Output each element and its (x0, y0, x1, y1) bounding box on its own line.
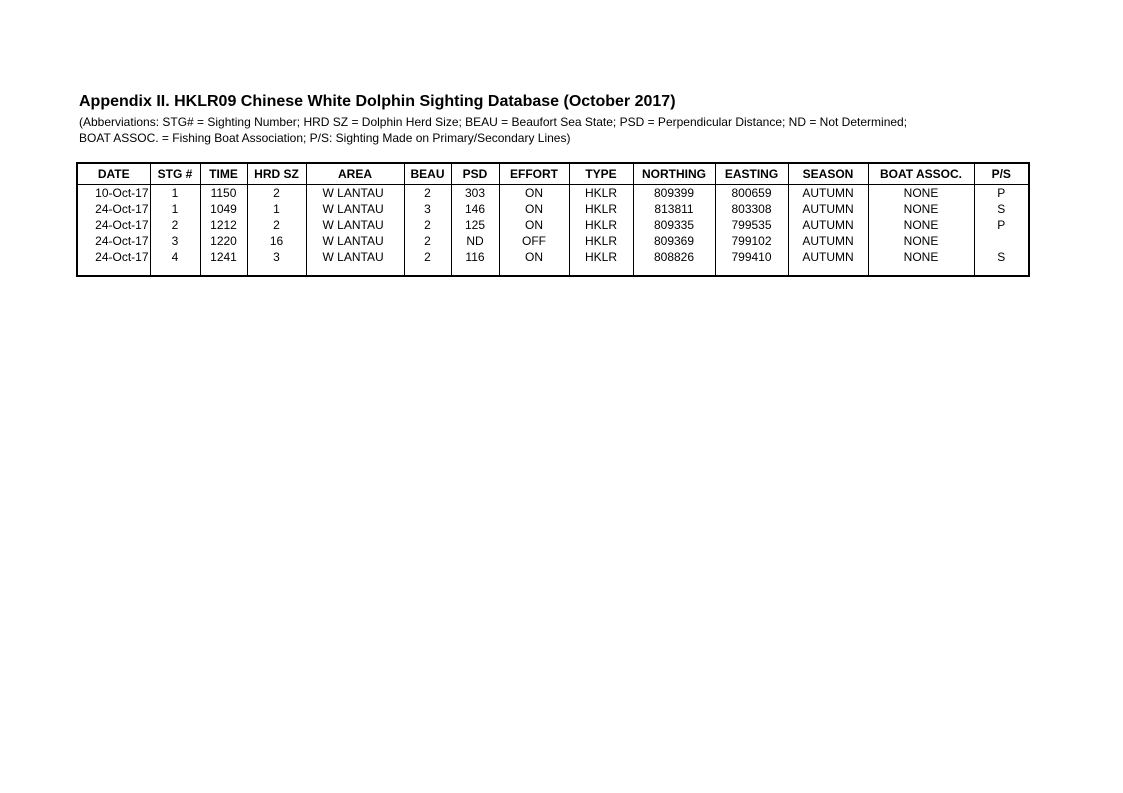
cell-northing: 809335 (633, 217, 715, 233)
spacer-cell (77, 265, 150, 276)
page-title: Appendix II. HKLR09 Chinese White Dolphin Sighting Database (October 2017) (79, 93, 676, 110)
spacer-cell (499, 265, 569, 276)
cell-season: AUTUMN (788, 201, 868, 217)
cell-boat-assoc: NONE (868, 201, 974, 217)
cell-time: 1220 (200, 233, 247, 249)
cell-ps: S (974, 249, 1029, 265)
cell-northing: 809399 (633, 185, 715, 202)
cell-boat-assoc: NONE (868, 185, 974, 202)
cell-psd: 146 (451, 201, 499, 217)
cell-ps (974, 233, 1029, 249)
cell-effort: ON (499, 217, 569, 233)
cell-easting: 803308 (715, 201, 788, 217)
cell-area: W LANTAU (306, 201, 404, 217)
cell-area: W LANTAU (306, 249, 404, 265)
cell-time: 1212 (200, 217, 247, 233)
cell-boat-assoc: NONE (868, 217, 974, 233)
cell-effort: ON (499, 249, 569, 265)
cell-northing: 809369 (633, 233, 715, 249)
cell-type: HKLR (569, 233, 633, 249)
cell-easting: 799410 (715, 249, 788, 265)
cell-season: AUTUMN (788, 233, 868, 249)
spacer-cell (451, 265, 499, 276)
header-psd: PSD (451, 163, 499, 185)
abbreviations-line-2: BOAT ASSOC. = Fishing Boat Association; P/S: Sighting Made on Primary/Secondary Lines) (79, 131, 571, 145)
cell-ps: P (974, 217, 1029, 233)
table-row (77, 201, 1029, 217)
cell-easting: 799102 (715, 233, 788, 249)
cell-psd: ND (451, 233, 499, 249)
cell-effort: ON (499, 185, 569, 202)
cell-time: 1241 (200, 249, 247, 265)
cell-psd: 303 (451, 185, 499, 202)
table-row (77, 233, 1029, 249)
cell-stg: 1 (150, 185, 200, 202)
cell-stg: 1 (150, 201, 200, 217)
cell-easting: 800659 (715, 185, 788, 202)
cell-time: 1049 (200, 201, 247, 217)
table-row (77, 185, 1029, 202)
cell-type: HKLR (569, 185, 633, 202)
cell-beau: 2 (404, 233, 451, 249)
cell-hrd-sz: 2 (247, 185, 306, 202)
header-type: TYPE (569, 163, 633, 185)
spacer-cell (200, 265, 247, 276)
cell-date: 24-Oct-17 (95, 234, 149, 248)
cell-effort: OFF (499, 233, 569, 249)
cell-area: W LANTAU (306, 233, 404, 249)
spacer-cell (306, 265, 404, 276)
header-northing: NORTHING (633, 163, 715, 185)
spacer-cell (788, 265, 868, 276)
cell-beau: 2 (404, 185, 451, 202)
spacer-cell (247, 265, 306, 276)
cell-northing: 808826 (633, 249, 715, 265)
cell-hrd-sz: 16 (247, 233, 306, 249)
cell-date: 24-Oct-17 (95, 202, 149, 216)
spacer-cell (974, 265, 1029, 276)
abbreviations-line-1: (Abberviations: STG# = Sighting Number; HRD SZ = Dolphin Herd Size; BEAU = Beaufort Sea State; PSD = Perpendicular Distance; ND = Not Determined; (79, 115, 908, 129)
header-effort: EFFORT (499, 163, 569, 185)
cell-type: HKLR (569, 217, 633, 233)
header-stg: STG # (150, 163, 200, 185)
spacer-cell (715, 265, 788, 276)
cell-northing: 813811 (633, 201, 715, 217)
cell-season: AUTUMN (788, 185, 868, 202)
table-row (77, 217, 1029, 233)
cell-beau: 2 (404, 249, 451, 265)
cell-stg: 2 (150, 217, 200, 233)
cell-boat-assoc: NONE (868, 233, 974, 249)
header-season: SEASON (788, 163, 868, 185)
cell-hrd-sz: 2 (247, 217, 306, 233)
cell-stg: 3 (150, 233, 200, 249)
cell-date: 24-Oct-17 (95, 250, 149, 264)
header-beau: BEAU (404, 163, 451, 185)
cell-date: 24-Oct-17 (95, 218, 149, 232)
spacer-cell (569, 265, 633, 276)
header-time: TIME (200, 163, 247, 185)
cell-effort: ON (499, 201, 569, 217)
cell-hrd-sz: 3 (247, 249, 306, 265)
spacer-cell (404, 265, 451, 276)
cell-time: 1150 (200, 185, 247, 202)
header-ps: P/S (974, 163, 1029, 185)
table-spacer-row (77, 265, 1029, 276)
cell-date: 10-Oct-17 (95, 186, 149, 200)
cell-season: AUTUMN (788, 217, 868, 233)
header-row (77, 163, 1029, 185)
cell-ps: P (974, 185, 1029, 202)
header-boat-assoc: BOAT ASSOC. (868, 163, 974, 185)
cell-psd: 125 (451, 217, 499, 233)
table-row (77, 249, 1029, 265)
cell-easting: 799535 (715, 217, 788, 233)
spacer-cell (633, 265, 715, 276)
cell-psd: 116 (451, 249, 499, 265)
spacer-cell (868, 265, 974, 276)
cell-area: W LANTAU (306, 185, 404, 202)
cell-season: AUTUMN (788, 249, 868, 265)
cell-type: HKLR (569, 201, 633, 217)
header-area: AREA (306, 163, 404, 185)
cell-hrd-sz: 1 (247, 201, 306, 217)
cell-area: W LANTAU (306, 217, 404, 233)
cell-beau: 3 (404, 201, 451, 217)
header-hrd-sz: HRD SZ (247, 163, 306, 185)
cell-type: HKLR (569, 249, 633, 265)
spacer-cell (150, 265, 200, 276)
sighting-table (76, 162, 1030, 277)
header-date: DATE (77, 163, 150, 185)
header-easting: EASTING (715, 163, 788, 185)
cell-boat-assoc: NONE (868, 249, 974, 265)
cell-stg: 4 (150, 249, 200, 265)
cell-ps: S (974, 201, 1029, 217)
cell-beau: 2 (404, 217, 451, 233)
